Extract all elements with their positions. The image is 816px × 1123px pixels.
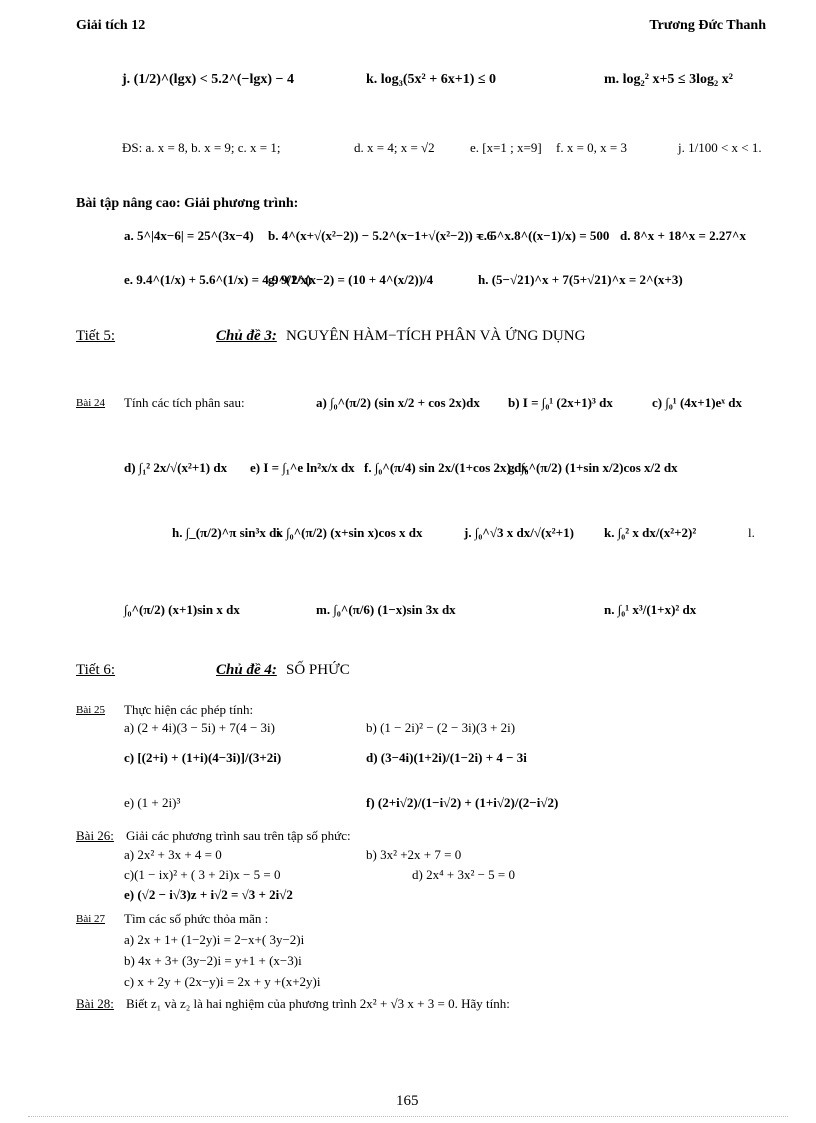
bai26-label: Bài 26: [76, 828, 114, 843]
bai24-m: m. ∫₀^(π/6) (1−x)sin 3x dx [316, 602, 456, 617]
bai24-j: j. ∫₀^√3 x dx/√(x²+1) [464, 525, 574, 540]
advanced-g: g. 9/2^(x−2) = (10 + 4^(x/2))/4 [268, 272, 434, 287]
answer-f: f. x = 0, x = 3 [556, 140, 627, 155]
bai25-label: Bài 25 [76, 704, 106, 716]
bai27-a: a) 2x + 1+ (1−2y)i = 2−x+( 3y−2)i [124, 932, 305, 947]
bai25-intro: Thực hiện các phép tính: [124, 702, 254, 717]
bai24-d: d) ∫₁² 2x/√(x²+1) dx [124, 460, 228, 475]
answer-d: d. x = 4; x = √2 [354, 140, 435, 155]
bai25-f: f) (2+i√2)/(1−i√2) + (1+i√2)/(2−i√2) [366, 795, 559, 810]
answer-e: e. [x=1 ; x=9] [470, 140, 542, 155]
tiet6-title: SỐ PHỨC [286, 662, 350, 678]
bai24-i: i. ∫₀^(π/2) (x+sin x)cos x dx [276, 525, 423, 540]
bai24-k: k. ∫₀² x dx/(x²+2)² [604, 525, 697, 540]
footer-divider [28, 1116, 788, 1117]
bai24-label: Bài 24 [76, 397, 106, 409]
bai24-n: n. ∫₀¹ x³/(1+x)² dx [604, 602, 697, 617]
bai24-l: ∫₀^(π/2) (x+1)sin x dx [124, 602, 240, 617]
exercise-k: k. log₃(5x² + 6x+1) ≤ 0 [366, 72, 497, 87]
bai26-intro: Giải các phương trình sau trên tập số phức: [126, 828, 351, 843]
advanced-title: Bài tập nâng cao: Giải phương trình: [76, 196, 299, 211]
advanced-h: h. (5−√21)^x + 7(5+√21)^x = 2^(x+3) [478, 272, 683, 287]
bai24-f: f. ∫₀^(π/4) sin 2x/(1+cos 2x) dx [364, 460, 528, 475]
bai25-c: c) [(2+i) + (1+i)(4−3i)]/(3+2i) [124, 750, 282, 765]
bai24-l-label: l. [748, 525, 755, 540]
bai25-d: d) (3−4i)(1+2i)/(1−2i) + 4 − 3i [366, 750, 527, 765]
bai24-e: e) I = ∫₁^e ln²x/x dx [250, 460, 355, 475]
bai27-label: Bài 27 [76, 913, 106, 925]
bai28-label: Bài 28: [76, 996, 114, 1011]
answer-j: j. 1/100 < x < 1. [678, 140, 762, 155]
advanced-d: d. 8^x + 18^x = 2.27^x [620, 228, 746, 243]
tiet5-title: NGUYÊN HÀM−TÍCH PHÂN VÀ ỨNG DỤNG [286, 328, 586, 344]
bai28-text: Biết z₁ và z₂ là hai nghiệm của phương trình 2x² + √3 x + 3 = 0. Hãy tính: [126, 996, 510, 1011]
advanced-e: e. 9.4^(1/x) + 5.6^(1/x) = 4.9^(1/x) [124, 272, 312, 287]
bai24-h: h. ∫_(π/2)^π sin³x dx [172, 525, 283, 540]
bai26-a: a) 2x² + 3x + 4 = 0 [124, 847, 222, 862]
advanced-b: b. 4^(x+√(x²−2)) − 5.2^(x−1+√(x²−2)) = 6 [268, 228, 494, 243]
bai27-c: c) x + 2y + (2x−y)i = 2x + y +(x+2y)i [124, 974, 321, 989]
header-right: Trương Đức Thanh [649, 18, 766, 33]
advanced-c: c. 5^x.8^((x−1)/x) = 500 [478, 228, 610, 243]
bai25-b: b) (1 − 2i)² − (2 − 3i)(3 + 2i) [366, 720, 516, 735]
bai24-c: c) ∫₀¹ (4x+1)eˣ dx [652, 395, 742, 410]
bai27-b: b) 4x + 3+ (3y−2)i = y+1 + (x−3)i [124, 953, 302, 968]
exercise-j: j. (1/2)^(lgx) < 5.2^(−lgx) − 4 [122, 72, 295, 87]
tiet6-topic: Chủ đề 4: [216, 662, 277, 678]
tiet5-label: Tiết 5: [76, 328, 116, 344]
answers-abc: ĐS: a. x = 8, b. x = 9; c. x = 1; [122, 140, 281, 155]
tiet5-topic: Chủ đề 3: [216, 328, 277, 344]
bai26-b: b) 3x² +2x + 7 = 0 [366, 847, 462, 862]
tiet6-label: Tiết 6: [76, 662, 116, 678]
advanced-a: a. 5^|4x−6| = 25^(3x−4) [124, 228, 254, 243]
bai24-g: g. ∫₀^(π/2) (1+sin x/2)cos x/2 dx [508, 460, 678, 475]
bai26-e: e) (√2 − i√3)z + i√2 = √3 + 2i√2 [124, 887, 293, 902]
bai26-d: d) 2x⁴ + 3x² − 5 = 0 [412, 867, 516, 882]
bai26-c: c)(1 − ix)² + ( 3 + 2i)x − 5 = 0 [124, 867, 281, 882]
page-number: 165 [396, 1093, 419, 1109]
header-left: Giải tích 12 [76, 18, 146, 33]
bai25-a: a) (2 + 4i)(3 − 5i) + 7(4 − 3i) [124, 720, 275, 735]
bai24-intro: Tính các tích phân sau: [124, 395, 245, 410]
bai24-b: b) I = ∫₀¹ (2x+1)³ dx [508, 395, 613, 410]
bai27-intro: Tìm các số phức thỏa mãn : [124, 911, 269, 926]
exercise-m: m. log₂² x+5 ≤ 3log₂ x² [604, 72, 733, 87]
bai24-a: a) ∫₀^(π/2) (sin x/2 + cos 2x)dx [316, 395, 480, 410]
bai25-e: e) (1 + 2i)³ [124, 795, 181, 810]
